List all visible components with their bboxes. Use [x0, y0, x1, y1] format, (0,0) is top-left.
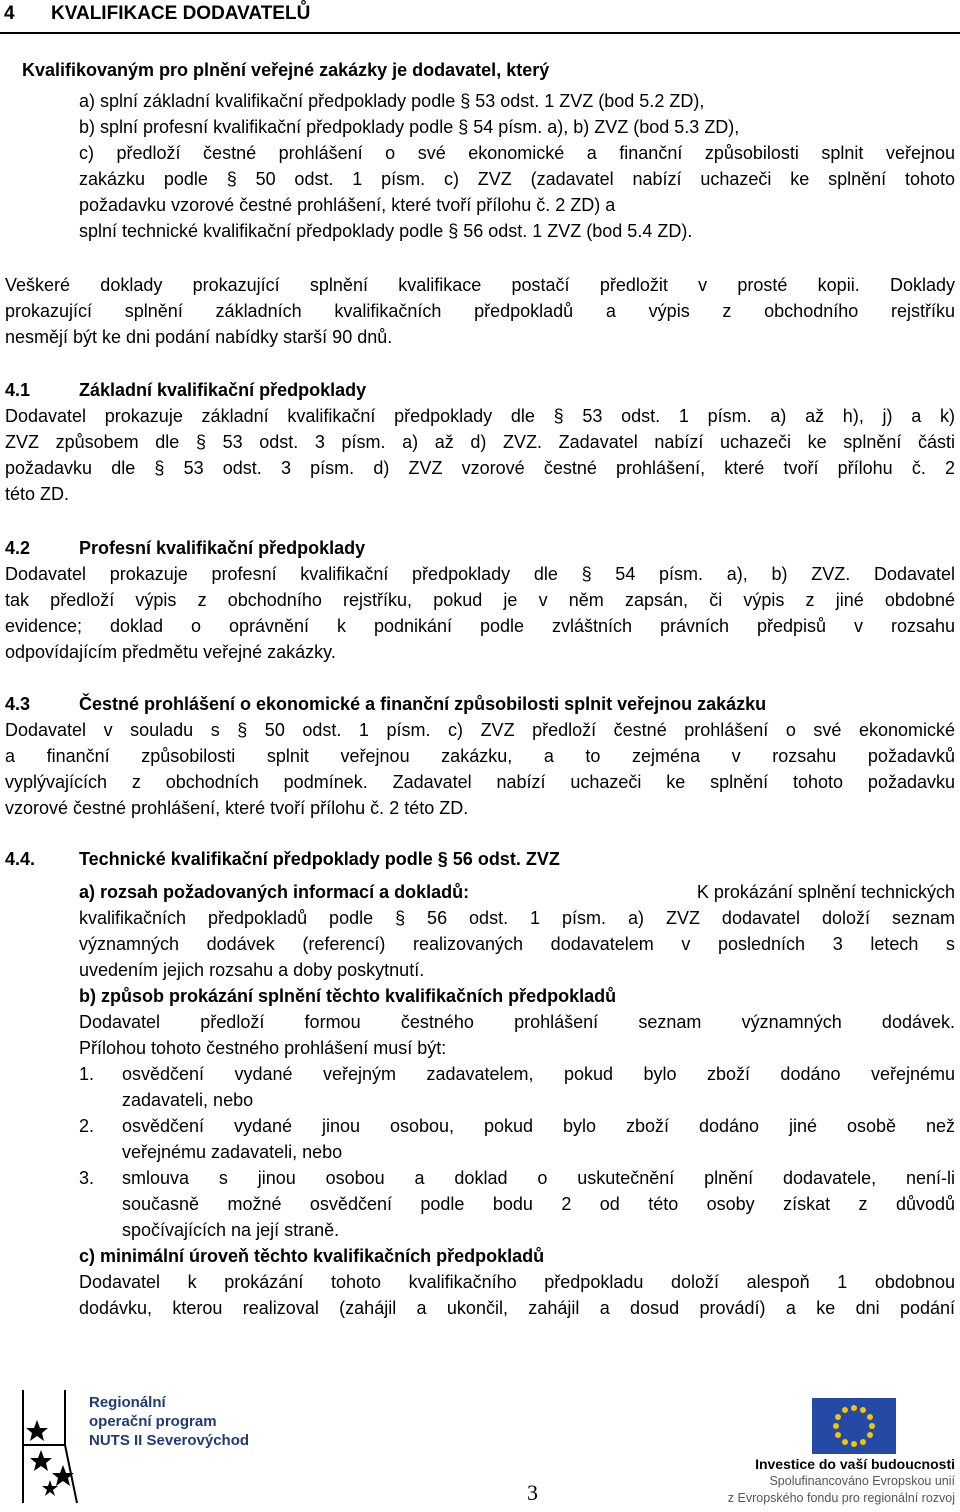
section-number: 4.2	[5, 538, 31, 558]
list-item-line: spočívajících na její straně.	[122, 1220, 340, 1240]
list-item-line: současně možné osvědčení podle bodu 2 od této osoby získat z důvodů	[122, 1194, 955, 1214]
section-number: 4.3	[5, 694, 31, 714]
eu-flag-graphic	[700, 1390, 960, 1507]
list-item-line: osvědčení vydané veřejným zadavatelem, pokud bylo zboží dodáno veřejnému	[122, 1064, 955, 1084]
section-4-2-line: evidence; doklad o oprávnění k podnikání podle zvláštních právních předpisů v rozsahu	[5, 616, 955, 636]
rop-logo-text: Regionální	[89, 1394, 166, 1411]
section-4-2-line: tak předloží výpis z obchodního rejstříku, pokud je v něm zapsán, či výpis z jiné obdobné	[5, 590, 955, 610]
rop-logo-text: operační program	[89, 1413, 217, 1430]
chapter-title: KVALIFIKACE DODAVATELŮ	[51, 3, 311, 24]
section-title: Profesní kvalifikační předpoklady	[79, 538, 366, 558]
list-item-line: osvědčení vydané jinou osobou, pokud bylo zboží dodáno jiné osobě než	[122, 1116, 955, 1136]
section-4-1-line: Dodavatel prokazuje základní kvalifikační předpoklady dle § 53 odst. 1 písm. a) až h), j) a k)	[5, 406, 955, 426]
section-title: Základní kvalifikační předpoklady	[79, 380, 367, 400]
intro-item-d: splní technické kvalifikační předpoklady podle § 56 odst. 1 ZVZ (bod 5.4 ZD).	[79, 221, 693, 241]
intro-item-b: b) splní profesní kvalifikační předpoklady podle § 54 písm. a), b) ZVZ (bod 5.3 ZD),	[79, 117, 740, 137]
section-title: Čestné prohlášení o ekonomické a finanční způsobilosti splnit veřejnou zakázku	[79, 694, 767, 714]
star-icon	[869, 1423, 875, 1429]
list-item-number: 1.	[79, 1064, 95, 1084]
intro-item-c-cont: zakázku podle § 50 odst. 1 písm. c) ZVZ (zadavatel nabízí uchazeči ke splnění tohoto	[79, 169, 955, 189]
eu-slogan: Investice do vaší budoucnosti	[755, 1456, 955, 1472]
section-number: 4.4.	[5, 849, 36, 869]
documents-paragraph-line: nesmějí být ke dni podání nabídky starší 90 dnů.	[5, 327, 393, 347]
rop-logo-graphic	[15, 1385, 255, 1505]
star-icon	[842, 1439, 848, 1445]
list-item-line: smlouva s jinou osobou a doklad o uskutečnění plnění dodavatele, není-li	[122, 1168, 955, 1188]
documents-paragraph-line: prokazující splnění základních kvalifikačních předpokladů a výpis z obchodního rejstříku	[5, 301, 955, 321]
intro-item-c-end: požadavku vzorové čestné prohlášení, které tvoří přílohu č. 2 ZD) a	[79, 195, 616, 215]
star-icon	[842, 1407, 848, 1413]
list-item-number: 3.	[79, 1168, 95, 1188]
intro-item-c: c) předloží čestné prohlášení o své ekonomické a finanční způsobilosti splnit veřejnou	[79, 143, 955, 163]
sec44-a-first-line	[79, 879, 955, 905]
chapter-heading	[0, 0, 960, 34]
page-number: 3	[527, 1480, 538, 1505]
list-item-line: veřejnému zadavateli, nebo	[122, 1142, 343, 1162]
rop-logo	[15, 1385, 255, 1505]
star-icon	[860, 1407, 866, 1413]
documents-paragraph-line: Veškeré doklady prokazující splnění kvalifikace postačí předložit v prosté kopii. Doklady	[5, 275, 955, 295]
star-icon	[835, 1414, 841, 1420]
section-4-3-line: vyplývajících z obchodních podmínek. Zadavatel nabízí uchazeči ke splnění tohoto požadavku	[5, 772, 955, 792]
chapter-number: 4	[4, 3, 15, 24]
sec44-c-line: dodávku, kterou realizoval (zahájil a ukončil, zahájil a dosud provádí) a ke dni podání	[79, 1298, 955, 1318]
eu-fund: z Evropského fondu pro regionální rozvoj	[727, 1491, 955, 1505]
list-item-number: 2.	[79, 1116, 95, 1136]
section-4-3-line: vzorové čestné prohlášení, které tvoří přílohu č. 2 této ZD.	[5, 798, 469, 818]
sec44-b-heading: b) způsob prokázání splnění těchto kvalifikačních předpokladů	[79, 986, 617, 1006]
section-title: Technické kvalifikační předpoklady podle § 56 odst. ZVZ	[79, 849, 560, 869]
star-icon	[867, 1432, 873, 1438]
section-4-2-line: Dodavatel prokazuje profesní kvalifikační předpoklady dle § 54 písm. a), b) ZVZ. Dodavatel	[5, 564, 955, 584]
section-4-3-line: a finanční způsobilosti splnit veřejnou zakázku, a to zejména v rozsahu požadavků	[5, 746, 955, 766]
star-icon	[835, 1432, 841, 1438]
sec44-a-line: kvalifikačních předpokladů podle § 56 odst. 1 písm. a) ZVZ dodavatel doloží seznam	[79, 908, 955, 928]
sec44-a-line: uvedením jejich rozsahu a doby poskytnutí.	[79, 960, 425, 980]
sec44-a-first-rest: K prokázání splnění technických	[696, 882, 955, 902]
section-4-2-line: odpovídajícím předmětu veřejné zakázky.	[5, 642, 336, 662]
intro-lead: Kvalifikovaným pro plnění veřejné zakázky je dodavatel, který	[22, 60, 550, 80]
sec44-a-label: a) rozsah požadovaných informací a dokladů:	[79, 882, 470, 902]
sec44-b-line: Přílohou tohoto čestného prohlášení musí být:	[79, 1038, 447, 1058]
intro-item-a: a) splní základní kvalifikační předpoklady podle § 53 odst. 1 ZVZ (bod 5.2 ZD),	[79, 91, 705, 111]
sec44-c-line: Dodavatel k prokázání tohoto kvalifikačního předpokladu doloží alespoň 1 obdobnou	[79, 1272, 955, 1292]
eu-cofinanced: Spolufinancováno Evropskou unií	[769, 1474, 955, 1488]
star-icon	[867, 1414, 873, 1420]
star-icon	[833, 1423, 839, 1429]
star-icon	[860, 1439, 866, 1445]
section-4-1-line: požadavku dle § 53 odst. 3 písm. d) ZVZ vzorové čestné prohlášení, které tvoří přílohu č. 2	[5, 458, 955, 478]
list-item-line: zadavateli, nebo	[122, 1090, 254, 1110]
section-4-1-line: ZVZ způsobem dle § 53 odst. 3 písm. a) až d) ZVZ. Zadavatel nabízí uchazeči ke splnění části	[5, 432, 955, 452]
star-icon	[851, 1405, 857, 1411]
sec44-c-heading: c) minimální úroveň těchto kvalifikačních předpokladů	[79, 1246, 545, 1266]
rop-logo-text: NUTS II Severovýchod	[89, 1432, 250, 1449]
section-number: 4.1	[5, 380, 31, 400]
star-icon	[851, 1441, 857, 1447]
section-4-3-line: Dodavatel v souladu s § 50 odst. 1 písm. c) ZVZ předloží čestné prohlášení o své ekonomické	[5, 720, 955, 740]
sec44-a-line: významných dodávek (referencí) realizovaných dodavatelem v posledních 3 letech s	[79, 934, 955, 954]
section-4-1-line: této ZD.	[5, 484, 70, 504]
sec44-b-line: Dodavatel předloží formou čestného prohlášení seznam významných dodávek.	[79, 1012, 955, 1032]
eu-logo	[700, 1390, 960, 1507]
